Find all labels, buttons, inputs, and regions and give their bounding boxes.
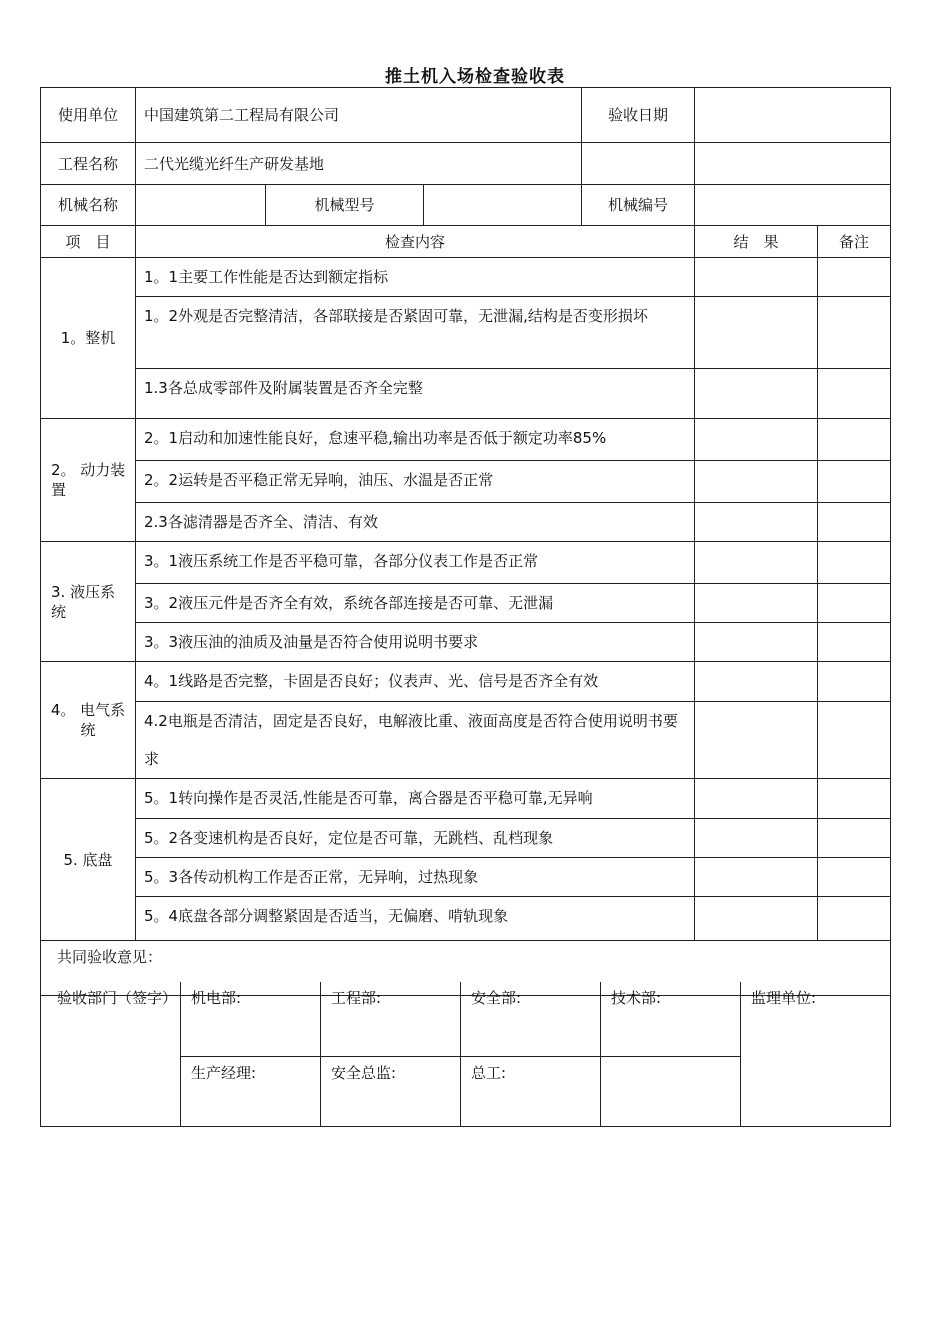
result-cell[interactable] — [695, 702, 818, 779]
date-label: 验收日期 — [582, 88, 695, 143]
sign-tech-field[interactable]: 技术部: — [601, 982, 741, 1056]
result-cell[interactable] — [695, 819, 818, 858]
form-title: 推土机入场检查验收表 — [385, 67, 565, 87]
category-3: 3. 液压系统 — [41, 542, 136, 662]
category-5: 5. 底盘 — [41, 779, 136, 941]
remark-cell[interactable] — [818, 702, 891, 779]
check-item: 3。3液压油的油质及油量是否符合使用说明书要求 — [136, 623, 695, 662]
unit-label: 使用单位 — [41, 88, 136, 143]
check-item: 2.3各滤清器是否齐全、清洁、有效 — [136, 503, 695, 542]
result-cell[interactable] — [695, 779, 818, 819]
check-item: 4。1线路是否完整，卡固是否良好；仪表声、光、信号是否齐全有效 — [136, 662, 695, 702]
machine-name-label: 机械名称 — [41, 185, 136, 226]
signature-table — [40, 982, 891, 1127]
remark-cell[interactable] — [818, 461, 891, 503]
remark-cell[interactable] — [818, 503, 891, 542]
serial-label: 机械编号 — [582, 185, 695, 226]
col-header-remark: 备注 — [818, 226, 891, 258]
project-value[interactable]: 二代光缆光纤生产研发基地 — [136, 143, 582, 185]
check-item: 5。4底盘各部分调整紧固是否适当，无偏磨、啃轨现象 — [136, 897, 695, 941]
remark-cell[interactable] — [818, 858, 891, 897]
category-2: 2。 动力装置 — [41, 419, 136, 542]
remark-cell[interactable] — [818, 779, 891, 819]
inspection-table — [40, 87, 891, 996]
category-4: 4。 电气系统 — [41, 662, 136, 779]
category-1: 1。整机 — [41, 258, 136, 419]
result-cell[interactable] — [695, 258, 818, 297]
project-label: 工程名称 — [41, 143, 136, 185]
remark-cell[interactable] — [818, 819, 891, 858]
check-item: 1。2外观是否完整清洁，各部联接是否紧固可靠，无泄漏,结构是否变形损坏 — [136, 297, 695, 369]
sign-mech-field[interactable]: 机电部: — [181, 982, 321, 1056]
sign-safety-field[interactable]: 安全部: — [461, 982, 601, 1056]
check-item: 2。2运转是否平稳正常无异响，油压、水温是否正常 — [136, 461, 695, 503]
check-item: 3。2液压元件是否齐全有效，系统各部连接是否可靠、无泄漏 — [136, 584, 695, 623]
remark-cell[interactable] — [818, 897, 891, 941]
remark-cell[interactable] — [818, 369, 891, 419]
result-cell[interactable] — [695, 858, 818, 897]
project-blank-1 — [582, 143, 695, 185]
sign-supervisor-field[interactable]: 监理单位: — [741, 982, 891, 1126]
col-header-item: 项 目 — [41, 226, 136, 258]
sign-prod-manager-field[interactable]: 生产经理: — [181, 1056, 321, 1126]
remark-cell[interactable] — [818, 419, 891, 461]
check-item: 5。2各变速机构是否良好，定位是否可靠，无跳档、乱档现象 — [136, 819, 695, 858]
result-cell[interactable] — [695, 419, 818, 461]
model-value[interactable] — [424, 185, 582, 226]
check-item: 5。3各传动机构工作是否正常，无异响，过热现象 — [136, 858, 695, 897]
sign-dept-label: 验收部门（签字） — [41, 982, 181, 1126]
remark-cell[interactable] — [818, 258, 891, 297]
unit-value[interactable]: 中国建筑第二工程局有限公司 — [136, 88, 582, 143]
result-cell[interactable] — [695, 503, 818, 542]
result-cell[interactable] — [695, 662, 818, 702]
col-header-content: 检查内容 — [136, 226, 695, 258]
machine-name-value[interactable] — [136, 185, 266, 226]
result-cell[interactable] — [695, 542, 818, 584]
remark-cell[interactable] — [818, 542, 891, 584]
result-cell[interactable] — [695, 461, 818, 503]
check-item: 4.2电瓶是否清洁，固定是否良好，电解液比重、液面高度是否符合使用说明书要求 — [136, 702, 695, 779]
project-blank-2 — [695, 143, 891, 185]
col-header-result: 结 果 — [695, 226, 818, 258]
check-item: 2。1启动和加速性能良好，怠速平稳,输出功率是否低于额定功率85% — [136, 419, 695, 461]
result-cell[interactable] — [695, 897, 818, 941]
check-item: 1.3各总成零部件及附属装置是否齐全完整 — [136, 369, 695, 419]
opinion-label: 共同验收意见： — [57, 948, 163, 966]
remark-cell[interactable] — [818, 662, 891, 702]
check-item: 5。1转向操作是否灵活,性能是否可靠，离合器是否平稳可靠,无异响 — [136, 779, 695, 819]
result-cell[interactable] — [695, 297, 818, 369]
remark-cell[interactable] — [818, 584, 891, 623]
sign-eng-field[interactable]: 工程部: — [321, 982, 461, 1056]
sign-blank-field[interactable] — [601, 1056, 741, 1126]
remark-cell[interactable] — [818, 623, 891, 662]
check-item: 3。1液压系统工作是否平稳可靠，各部分仪表工作是否正常 — [136, 542, 695, 584]
serial-value[interactable] — [695, 185, 891, 226]
sign-chief-engineer-field[interactable]: 总工: — [461, 1056, 601, 1126]
sign-safety-director-field[interactable]: 安全总监: — [321, 1056, 461, 1126]
check-item: 1。1主要工作性能是否达到额定指标 — [136, 258, 695, 297]
result-cell[interactable] — [695, 369, 818, 419]
model-label: 机械型号 — [266, 185, 424, 226]
date-value[interactable] — [695, 88, 891, 143]
result-cell[interactable] — [695, 623, 818, 662]
result-cell[interactable] — [695, 584, 818, 623]
remark-cell[interactable] — [818, 297, 891, 369]
